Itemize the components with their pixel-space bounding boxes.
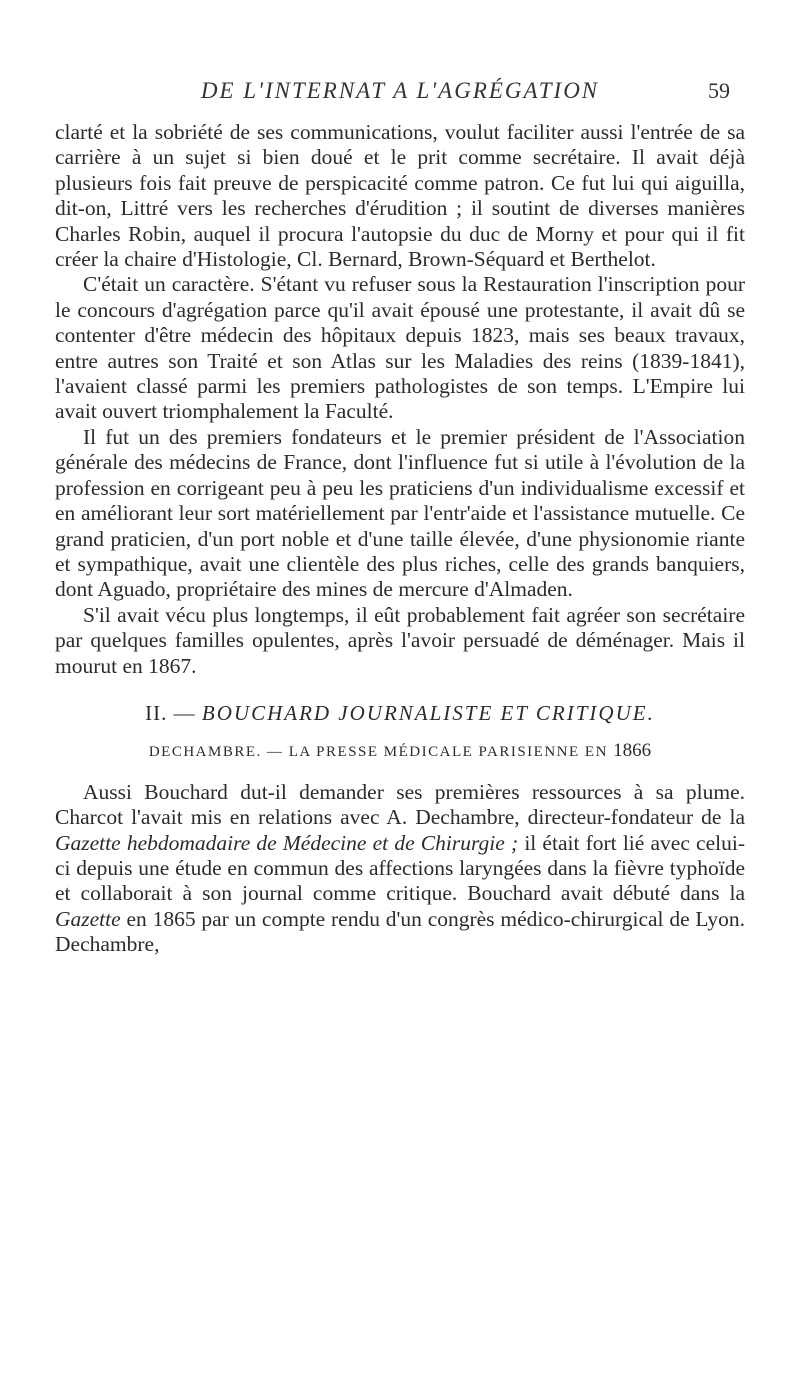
- subheading-text: DECHAMBRE. — LA PRESSE MÉDICALE PARISIENNE EN: [148, 744, 608, 761]
- running-head: [100, 78, 730, 112]
- paragraph-continued: clarté et la sobriété de ses communications, voulut faciliter aussi l'entrée de sa carrière à un sujet si bien doué et le prit comme secrétaire. Il avait déjà plusieurs fois fait preuve de perspicacité comme patron. Ce fut lui qui aiguilla, dit-on, Littré vers les recherches d'érudition ; il soutint de diverses manières Charles Robin, auquel il procura l'autopsie du duc de Morny et pour qui il fit créer la chaire d'Histologie, Cl. Bernard, Brown-Séquard et Berthelot.: [55, 120, 745, 272]
- paragraph-bouchard-part1: Aussi Bouchard dut-il demander ses premières ressources à sa plume. Charcot l'avait mis en relations avec A. Dechambre, directeur-fondateur de la: [55, 779, 745, 830]
- section-heading: [55, 701, 745, 726]
- body-text: [55, 120, 745, 958]
- paragraph-bouchard: [55, 780, 745, 958]
- paragraph-association: Il fut un des premiers fondateurs et le premier président de l'Association générale des médecins de France, dont l'influence fut si utile à l'évolution de la profession en corrigeant peu à peu les praticiens d'un individualisme excessif et en améliorant leur sort matériellement par l'entr'aide et l'assistance mutuelle. Ce grand praticien, d'un port noble et d'une taille élevée, d'une physionomie riante et sympathique, avait une clientèle des plus riches, celle des grands banquiers, dont Aguado, propriétaire des mines de mercure d'Almaden.: [55, 424, 745, 602]
- section-title: BOUCHARD JOURNALISTE ET CRITIQUE.: [201, 700, 655, 725]
- paragraph-bouchard-part2: il était fort lié avec celui-ci depuis une étude en commun des affections laryngées dans la fièvre typhoïde et collaborait à son journal comme critique. Bouchard avait débuté dans la: [55, 830, 745, 906]
- paragraph-bouchard-part3: en 1865 par un compte rendu d'un congrès médico-chirurgical de Lyon. Dechambre,: [55, 906, 745, 957]
- section-number: II. —: [145, 700, 196, 725]
- running-title: DE L'INTERNAT A L'AGRÉGATION: [200, 78, 600, 103]
- journal-title-gazette-hebdomadaire: Gazette hebdomadaire de Médecine et de Chirurgie ;: [55, 830, 519, 855]
- subheading-year: 1866: [613, 740, 652, 762]
- journal-title-gazette: Gazette: [55, 906, 121, 931]
- page-number: 59: [708, 78, 730, 103]
- paragraph-caractere: C'était un caractère. S'étant vu refuser sous la Restauration l'inscription pour le concours d'agrégation parce qu'il avait épousé une protestante, il avait dû se contenter d'être médecin des hôpitaux depuis 1823, mais ses beaux travaux, entre autres son Traité et son Atlas sur les Maladies des reins (1839-1841), l'avaient classé parmi les premiers pathologistes de son temps. L'Empire lui avait ouvert triomphalement la Faculté.: [55, 272, 745, 424]
- paragraph-mort: S'il avait vécu plus longtemps, il eût probablement fait agréer son secrétaire par quelques familles opulentes, après l'avoir persuadé de déménager. Mais il mourut en 1867.: [55, 602, 745, 678]
- section-subheading: [55, 738, 745, 765]
